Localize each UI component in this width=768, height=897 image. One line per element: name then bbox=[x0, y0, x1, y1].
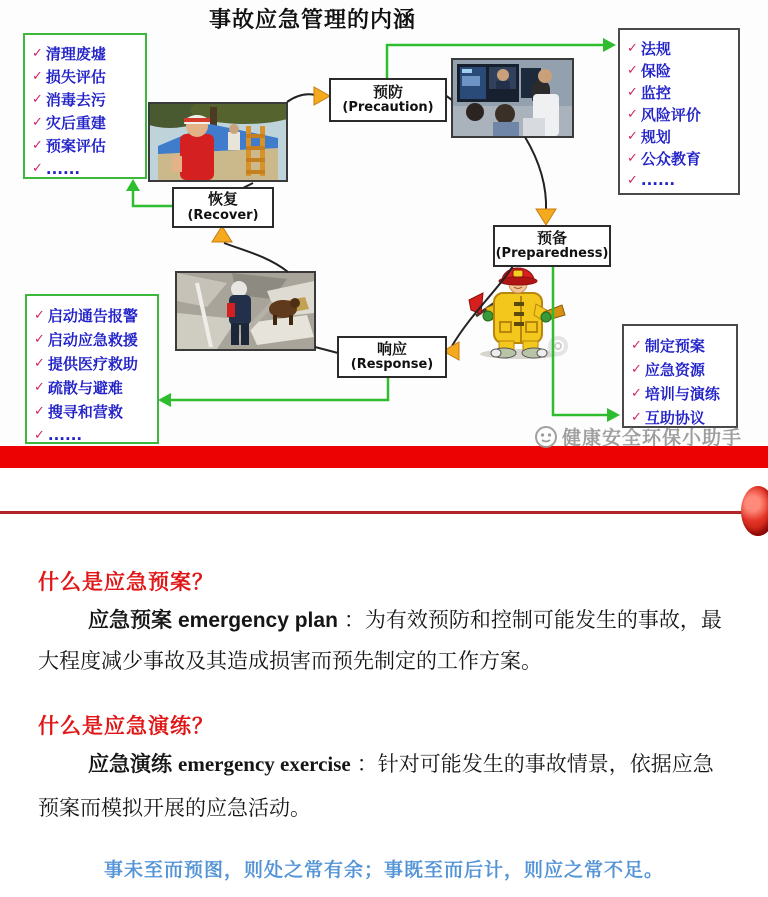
check-icon: ✓ bbox=[32, 115, 43, 130]
node-precaution: 预防 (Precaution) bbox=[329, 78, 447, 122]
footer-proverb: 事未至而预图，则处之常有余；事既至而后计，则应之常不足。 bbox=[103, 859, 664, 881]
list-item: ✓ 培训与演练 bbox=[631, 384, 720, 403]
check-icon: ✓ bbox=[32, 138, 43, 153]
list-item: ✓ ...... bbox=[32, 159, 81, 178]
check-icon: ✓ bbox=[34, 331, 45, 347]
list-item: ✓ 灾后重建 bbox=[32, 114, 106, 132]
definition-text: ：针对可能发生的事故情景，依据应急预案而模拟开展的应急活动。 bbox=[38, 752, 714, 820]
check-icon: ✓ bbox=[32, 161, 43, 176]
red-globe-logo bbox=[741, 486, 768, 536]
check-icon: ✓ bbox=[32, 46, 43, 61]
list-item: ✓ 风险评价 bbox=[627, 105, 701, 124]
term-en: emergency plan bbox=[178, 609, 338, 632]
term-zh: 应急演练 bbox=[88, 751, 172, 776]
recover-photo bbox=[148, 102, 288, 182]
list-item: ✓ 保险 bbox=[627, 61, 671, 80]
check-icon: ✓ bbox=[34, 427, 45, 443]
node-response: 响应 (Response) bbox=[337, 336, 447, 378]
preparedness-activities-list bbox=[622, 324, 738, 428]
emergency-cycle-diagram bbox=[0, 0, 768, 446]
check-icon: ✓ bbox=[631, 337, 642, 353]
thin-red-rule bbox=[0, 511, 754, 514]
precaution-measures-list bbox=[618, 28, 740, 195]
list-item: ✓ ...... bbox=[34, 426, 83, 444]
check-icon: ✓ bbox=[627, 172, 638, 188]
list-item: ✓ 提供医疗救助 bbox=[34, 354, 138, 373]
firefighter-cartoon bbox=[466, 260, 574, 360]
term-zh: 应急预案 bbox=[88, 607, 172, 632]
node-recover: 恢复 (Recover) bbox=[172, 187, 274, 228]
check-icon: ✓ bbox=[34, 379, 45, 395]
list-item: ✓ 启动通告报警 bbox=[34, 306, 138, 325]
watermark-text: 健康安全环保小助手 bbox=[562, 427, 743, 449]
check-icon: ✓ bbox=[34, 403, 45, 419]
paragraph-emergency-plan bbox=[38, 600, 734, 681]
wechat-account-icon bbox=[534, 425, 558, 449]
list-item: ✓ 清理废墟 bbox=[32, 45, 106, 63]
check-icon: ✓ bbox=[631, 409, 642, 425]
heading-emergency-plan: 什么是应急预案？ bbox=[38, 570, 214, 594]
list-item: ✓ 疏散与避难 bbox=[34, 378, 123, 397]
list-item: ✓ 预案评估 bbox=[32, 137, 106, 155]
check-icon: ✓ bbox=[627, 40, 638, 56]
response-activities-list bbox=[25, 294, 159, 444]
heading-emergency-exercise: 什么是应急演练？ bbox=[38, 714, 214, 738]
page-title: 事故应急管理的内涵 bbox=[208, 8, 416, 33]
list-item: ✓ 监控 bbox=[627, 83, 671, 102]
precaution-meeting-photo bbox=[451, 58, 574, 138]
list-item: ✓ 应急资源 bbox=[631, 360, 705, 379]
list-item: ✓ 法规 bbox=[627, 39, 671, 58]
check-icon: ✓ bbox=[631, 361, 642, 377]
check-icon: ✓ bbox=[627, 128, 638, 144]
list-item: ✓ 搜寻和营救 bbox=[34, 402, 123, 421]
check-icon: ✓ bbox=[627, 62, 638, 78]
list-item: ✓ 消毒去污 bbox=[32, 91, 106, 109]
node-preparedness: 预备 (Preparedness) bbox=[493, 225, 611, 267]
list-item: ✓ 规划 bbox=[627, 127, 671, 146]
list-item: ✓ 启动应急救援 bbox=[34, 330, 138, 349]
definition-text: ：为有效预防和控制可能发生的事故，最大程度减少事故及其造成损害而预先制定的工作方案。 bbox=[38, 608, 722, 673]
list-item: ✓ 互助协议 bbox=[631, 408, 705, 427]
response-rescue-photo bbox=[175, 271, 316, 351]
check-icon: ✓ bbox=[627, 84, 638, 100]
check-icon: ✓ bbox=[32, 92, 43, 107]
list-item: ✓ 制定预案 bbox=[631, 336, 705, 355]
check-icon: ✓ bbox=[34, 355, 45, 371]
check-icon: ✓ bbox=[627, 106, 638, 122]
check-icon: ✓ bbox=[627, 150, 638, 166]
check-icon: ✓ bbox=[631, 385, 642, 401]
recover-activities-list bbox=[23, 33, 147, 179]
list-item: ✓ 损失评估 bbox=[32, 68, 106, 86]
watermark bbox=[534, 423, 742, 450]
paragraph-emergency-exercise bbox=[38, 742, 734, 830]
term-en: emergency exercise bbox=[178, 752, 351, 776]
check-icon: ✓ bbox=[34, 307, 45, 323]
check-icon: ✓ bbox=[32, 69, 43, 84]
list-item: ✓ ...... bbox=[627, 171, 676, 189]
list-item: ✓ 公众教育 bbox=[627, 149, 701, 168]
